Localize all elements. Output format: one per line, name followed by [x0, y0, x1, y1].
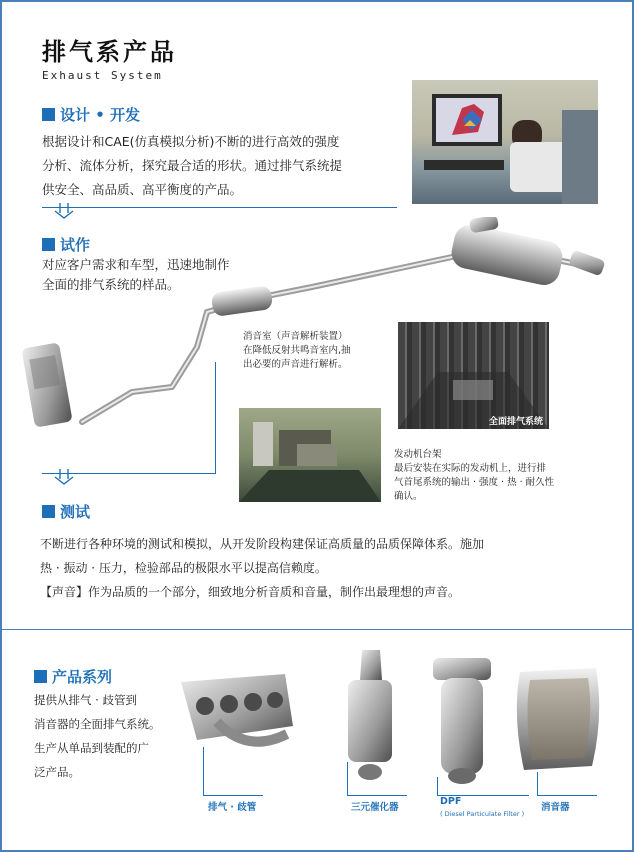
testing-heading	[42, 501, 90, 522]
anechoic-caption-line: 消音室（声音解析装置）	[243, 331, 348, 342]
engine-bench-caption-line: 最后安装在实际的发动机上，进行排	[394, 463, 547, 474]
divider-line	[42, 207, 397, 208]
design-heading-text: 设计 • 开发	[60, 106, 141, 124]
page-title: 排气系产品	[42, 38, 177, 66]
products-line: 泛产品。	[34, 765, 80, 779]
square-bullet-icon	[42, 108, 55, 121]
anechoic-caption	[243, 330, 393, 372]
testing-text	[40, 532, 610, 604]
anechoic-chamber-photo	[398, 322, 549, 429]
anechoic-caption-line: 出必要的声音进行解析。	[243, 359, 348, 370]
anechoic-caption-line: 在降低反射共鸣音室内,抽	[243, 345, 351, 356]
label-line	[203, 747, 204, 795]
dpf-image	[427, 658, 497, 786]
label-line	[537, 772, 538, 795]
design-text	[42, 130, 402, 202]
products-line: 生产从单品到装配的广	[34, 741, 149, 755]
anechoic-image-label: 全面排气系统	[488, 417, 543, 427]
catalytic-converter-image	[340, 650, 400, 782]
products-heading-text: 产品系列	[52, 668, 113, 686]
design-line: 供安全、高品质、高平衡度的产品。	[42, 182, 243, 197]
testing-line: 热 · 振动 · 压力，检验部品的极限水平以提高信赖度。	[40, 561, 327, 575]
engine-bench-caption	[394, 448, 594, 504]
product-label-catalyst: 三元催化器	[351, 802, 399, 813]
exhaust-manifold-image	[177, 664, 297, 764]
testing-line: 不断进行各种环境的测试和模拟，从开发阶段构建保证高质量的品质保障体系。施加	[40, 537, 485, 551]
label-line	[437, 777, 438, 795]
prototype-heading-text: 试作	[60, 236, 91, 254]
square-bullet-icon	[34, 670, 47, 683]
engine-bench-caption-line: 发动机台架	[394, 449, 442, 460]
products-line: 消音器的全面排气系统。	[34, 717, 161, 731]
product-label-manifold: 排气 · 歧管	[208, 802, 257, 813]
testing-heading-text: 测试	[60, 503, 91, 521]
product-label-muffler: 消音器	[541, 802, 570, 813]
page-subtitle: Exhaust System	[42, 69, 163, 82]
prototype-line: 对应客户需求和车型，迅速地制作	[42, 257, 230, 272]
down-arrow-icon	[51, 469, 77, 485]
testing-line: 【声音】作为品质的一个部分，细致地分析音质和音量，制作出最理想的声音。	[40, 585, 461, 599]
muffler-image	[512, 666, 604, 772]
design-line: 分析、流体分析，探究最合适的形状。通过排气系统提	[42, 158, 343, 173]
products-line: 提供从排气 · 歧管到	[34, 693, 137, 707]
products-heading	[34, 666, 112, 687]
prototype-line: 全面的排气系统的样品。	[42, 277, 180, 292]
products-text	[34, 688, 174, 784]
product-label-dpf: DPF	[440, 796, 462, 807]
engine-bench-caption-line: 确认。	[394, 491, 423, 502]
connector-line	[215, 362, 216, 474]
engine-bench-photo	[239, 408, 381, 502]
square-bullet-icon	[42, 505, 55, 518]
label-line	[203, 795, 263, 796]
label-line	[347, 762, 348, 795]
engineer-workstation-photo	[412, 80, 598, 204]
section-divider	[2, 629, 634, 630]
product-sublabel-dpf: ( Diesel Particulate Filter )	[440, 810, 525, 818]
design-heading	[42, 104, 140, 125]
engine-bench-caption-line: 气首尾系统的输出 · 强度 · 热 · 耐久性	[394, 477, 555, 488]
label-line	[347, 795, 407, 796]
label-line	[537, 795, 597, 796]
design-line: 根据设计和CAE(仿真模拟分析)不断的进行高效的强度	[42, 134, 340, 149]
